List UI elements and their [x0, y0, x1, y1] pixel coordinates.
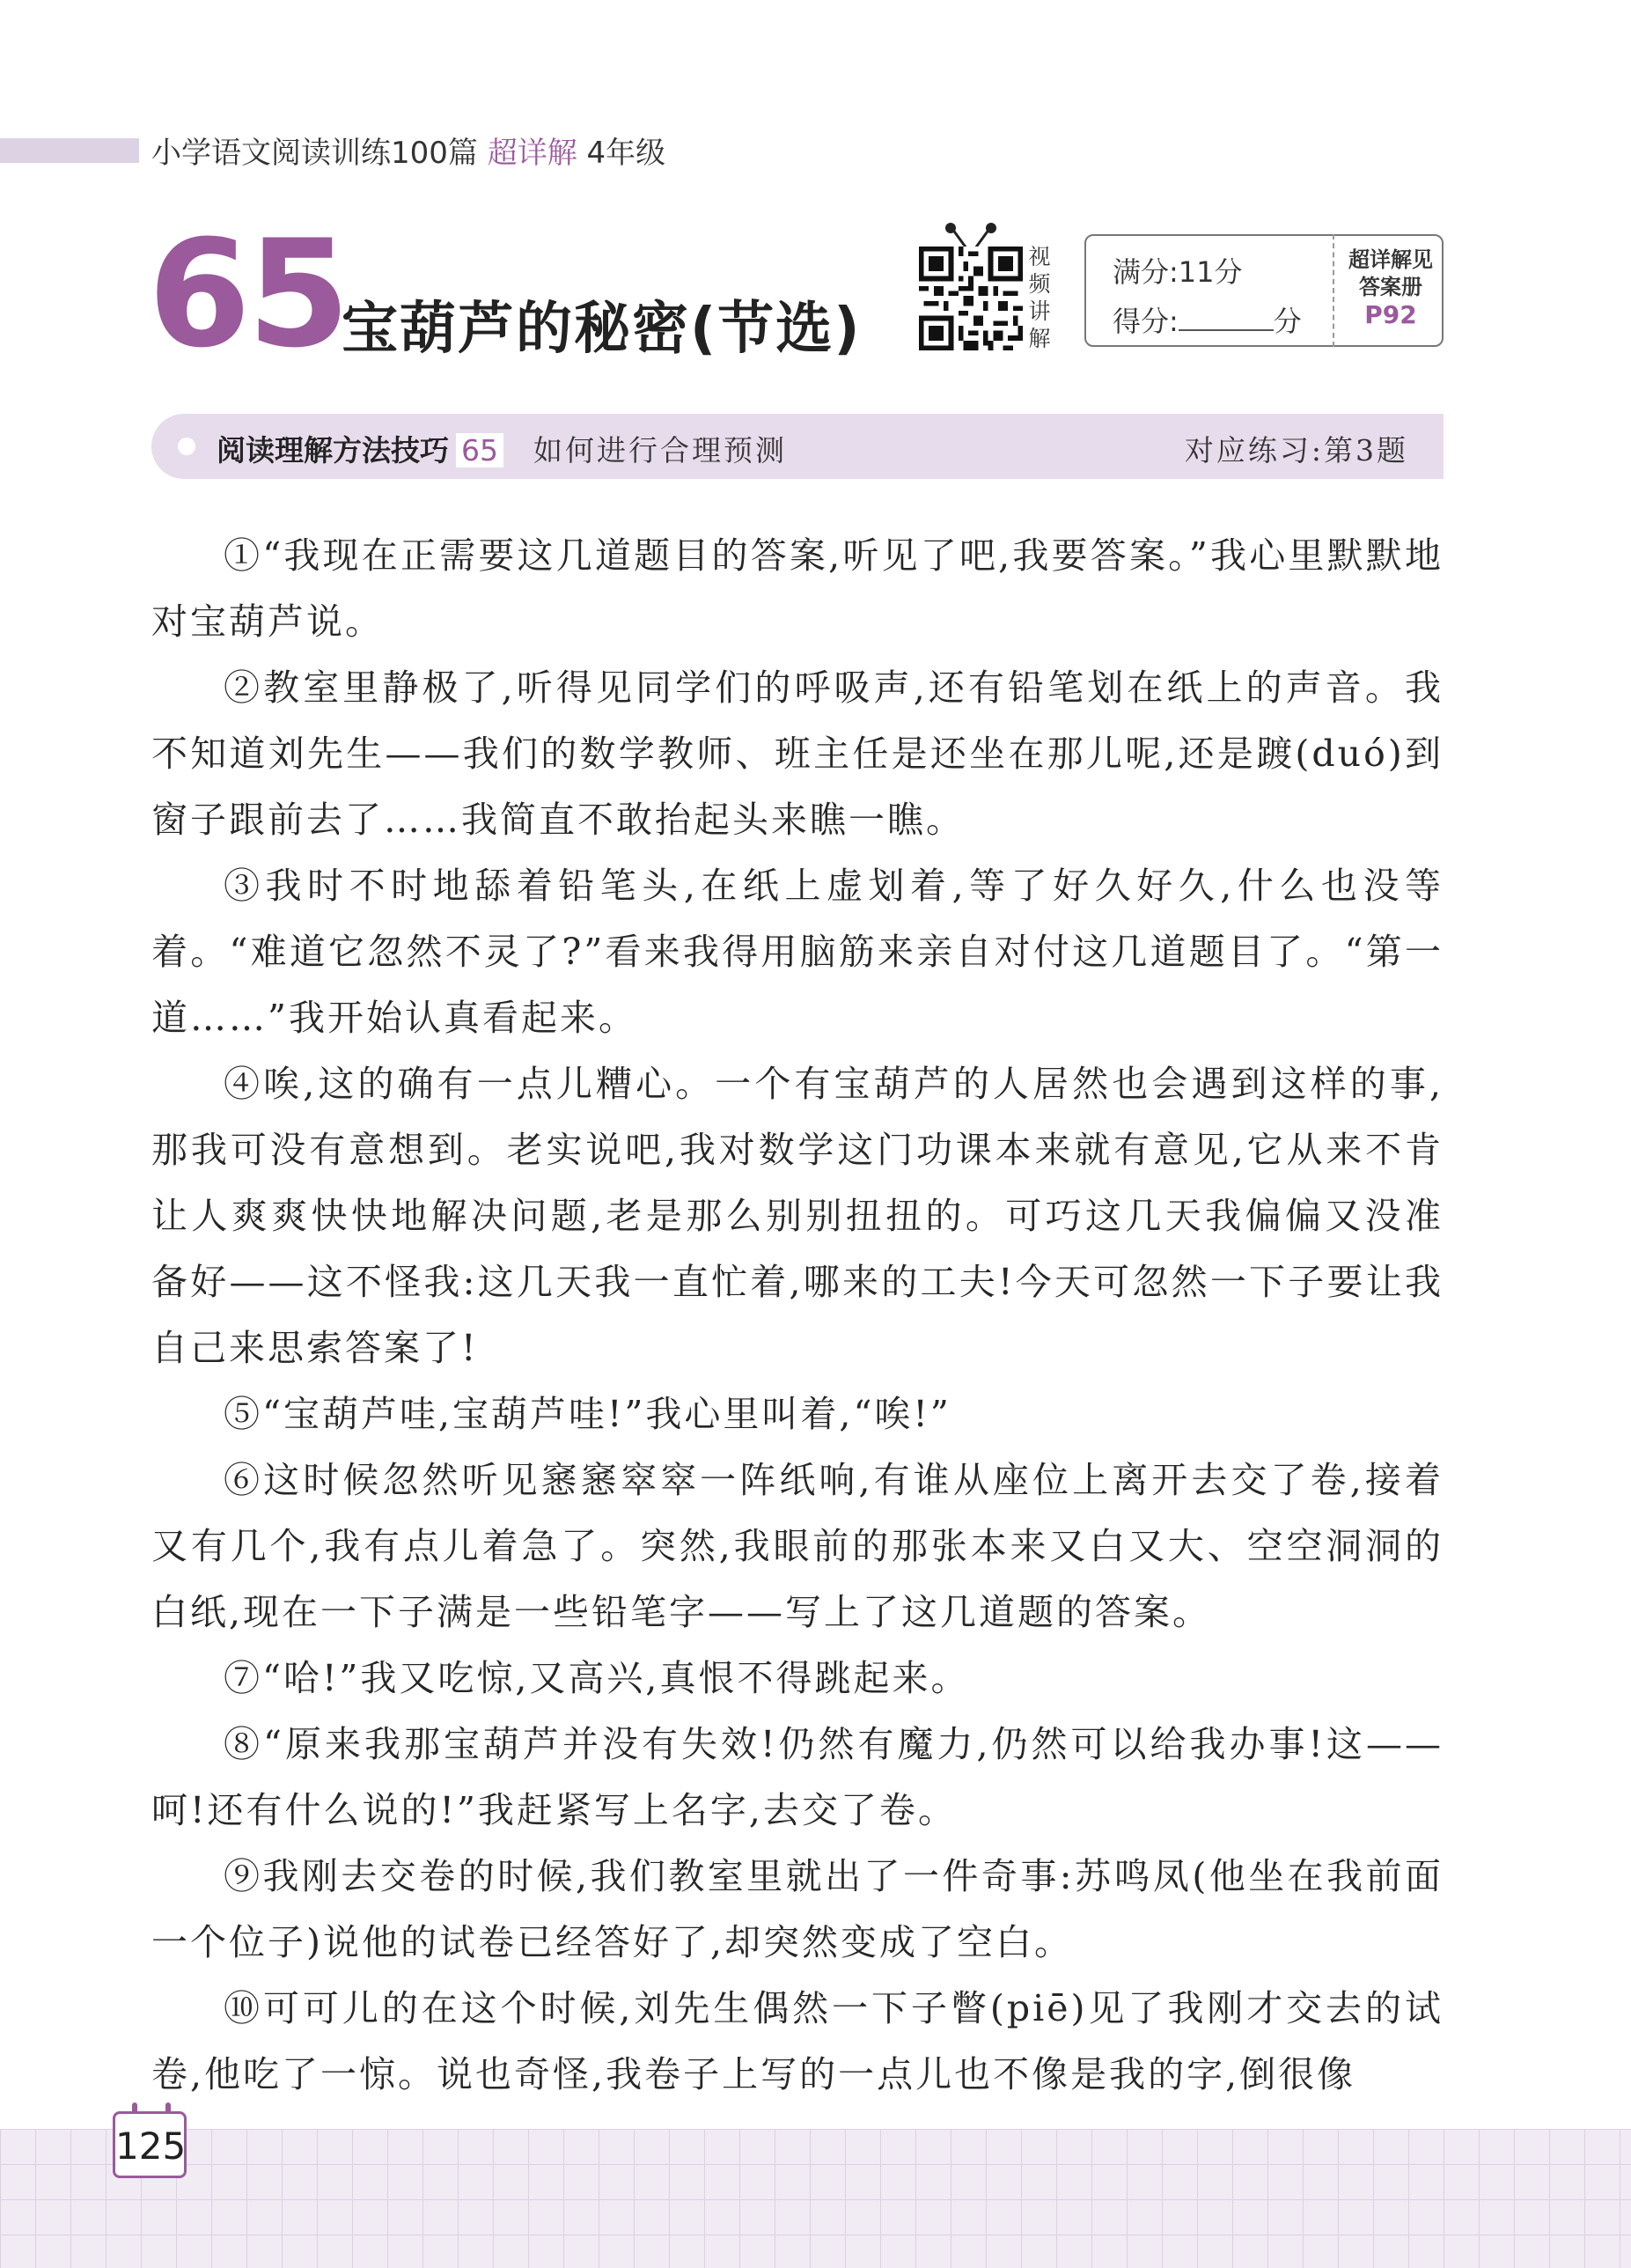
running-head — [151, 129, 665, 172]
video-label-char: 视 — [1028, 244, 1051, 269]
answer-note — [1336, 247, 1445, 328]
footer-grid — [0, 2129, 1631, 2268]
video-label-char: 频 — [1028, 271, 1051, 297]
paragraph-1: ①“我现在正需要这几道题目的答案,听见了吧,我要答案。”我心里默默地对宝葫芦说。 — [151, 534, 1444, 643]
paragraph-5: ⑤“宝葫芦哇,宝葫芦哇!”我心里叫着,“唉!” — [224, 1393, 951, 1435]
grade-label: 4年级 — [586, 136, 666, 171]
score-label: 得分: — [1113, 305, 1179, 338]
method-topic: 如何进行合理预测 — [533, 433, 787, 468]
paragraph-4: ④唉,这的确有一点儿糟心。一个有宝葫芦的人居然也会遇到这样的事,那我可没有意想到。老实说吧,我对数学这门功课本来就有意见,它从来不肯让人爽爽快快地解决问题,老是那么别别扭扭的。可巧这几天我偏偏又没准备好——这不怪我:这几天我一直忙着,哪来的工夫!今天可忽然一下子要让我自己来思索答案了! — [151, 1063, 1444, 1369]
method-label — [217, 428, 511, 469]
score-divider — [1333, 234, 1334, 347]
practice-reference: 对应练习:第3题 — [1184, 433, 1408, 468]
answer-note-line: 答案册 — [1359, 275, 1422, 299]
book-title: 小学语文阅读训练100篇 — [151, 136, 478, 171]
header-strip — [0, 138, 139, 163]
paragraph-9: ⑨我刚去交卷的时候,我们教室里就出了一件奇事:苏鸣凤(他坐在我前面一个位子)说他的试卷已经答好了,却突然变成了空白。 — [151, 1855, 1444, 1963]
answer-page: P92 — [1364, 300, 1417, 329]
book-highlight: 超详解 — [487, 136, 577, 171]
lesson-title: 宝葫芦的秘密(节选) — [342, 297, 862, 362]
paragraph-2: ②教室里静极了,听得见同学们的呼吸声,还有铅笔划在纸上的声音。我不知道刘先生——我们的数学教师、班主任是还坐在那儿呢,还是踱(duó)到窗子跟前去了……我简直不敢抬起头来瞧一瞧。 — [151, 666, 1444, 841]
method-label-text: 阅读理解方法技巧 — [217, 433, 449, 468]
article — [151, 523, 1444, 2108]
paragraph-3: ③我时不时地舔着铅笔头,在纸上虚划着,等了好久好久,什么也没等着。“难道它忽然不灵了?”看来我得用脑筋来亲自对付这几道题目了。“第一道……”我开始认真看起来。 — [151, 865, 1444, 1039]
bullet-icon — [178, 438, 195, 455]
score-box — [1084, 234, 1444, 347]
method-number: 65 — [456, 433, 503, 468]
page-number: 125 — [115, 2124, 187, 2168]
score-unit: 分 — [1273, 305, 1302, 338]
score-blank[interactable] — [1179, 305, 1274, 331]
answer-note-line: 超详解见 — [1348, 247, 1433, 272]
video-label — [1026, 243, 1053, 352]
method-bar — [151, 414, 1444, 479]
page-number-box — [113, 2111, 187, 2178]
video-label-char: 解 — [1028, 326, 1051, 351]
video-label-char: 讲 — [1028, 298, 1051, 324]
score-field[interactable] — [1113, 299, 1302, 340]
qr-code-icon[interactable] — [919, 247, 1023, 350]
lesson-number: 65 — [148, 208, 347, 380]
full-score: 满分:11分 — [1113, 255, 1243, 289]
paragraph-10: ⑩可可儿的在这个时候,刘先生偶然一下子瞥(piē)见了我刚才交去的试卷,他吃了一惊。说也奇怪,我卷子上写的一点儿也不像是我的字,倒很像 — [151, 1987, 1444, 2095]
paragraph-8: ⑧“原来我那宝葫芦并没有失效!仍然有魔力,仍然可以给我办事!这——呵!还有什么说的!”我赶紧写上名字,去交了卷。 — [151, 1723, 1444, 1831]
paragraph-7: ⑦“哈!”我又吃惊,又高兴,真恨不得跳起来。 — [224, 1657, 970, 1699]
paragraph-6: ⑥这时候忽然听见窸窸窣窣一阵纸响,有谁从座位上离开去交了卷,接着又有几个,我有点儿着急了。突然,我眼前的那张本来又白又大、空空洞洞的白纸,现在一下子满是一些铅笔字——写上了这几道题的答案。 — [151, 1459, 1444, 1633]
